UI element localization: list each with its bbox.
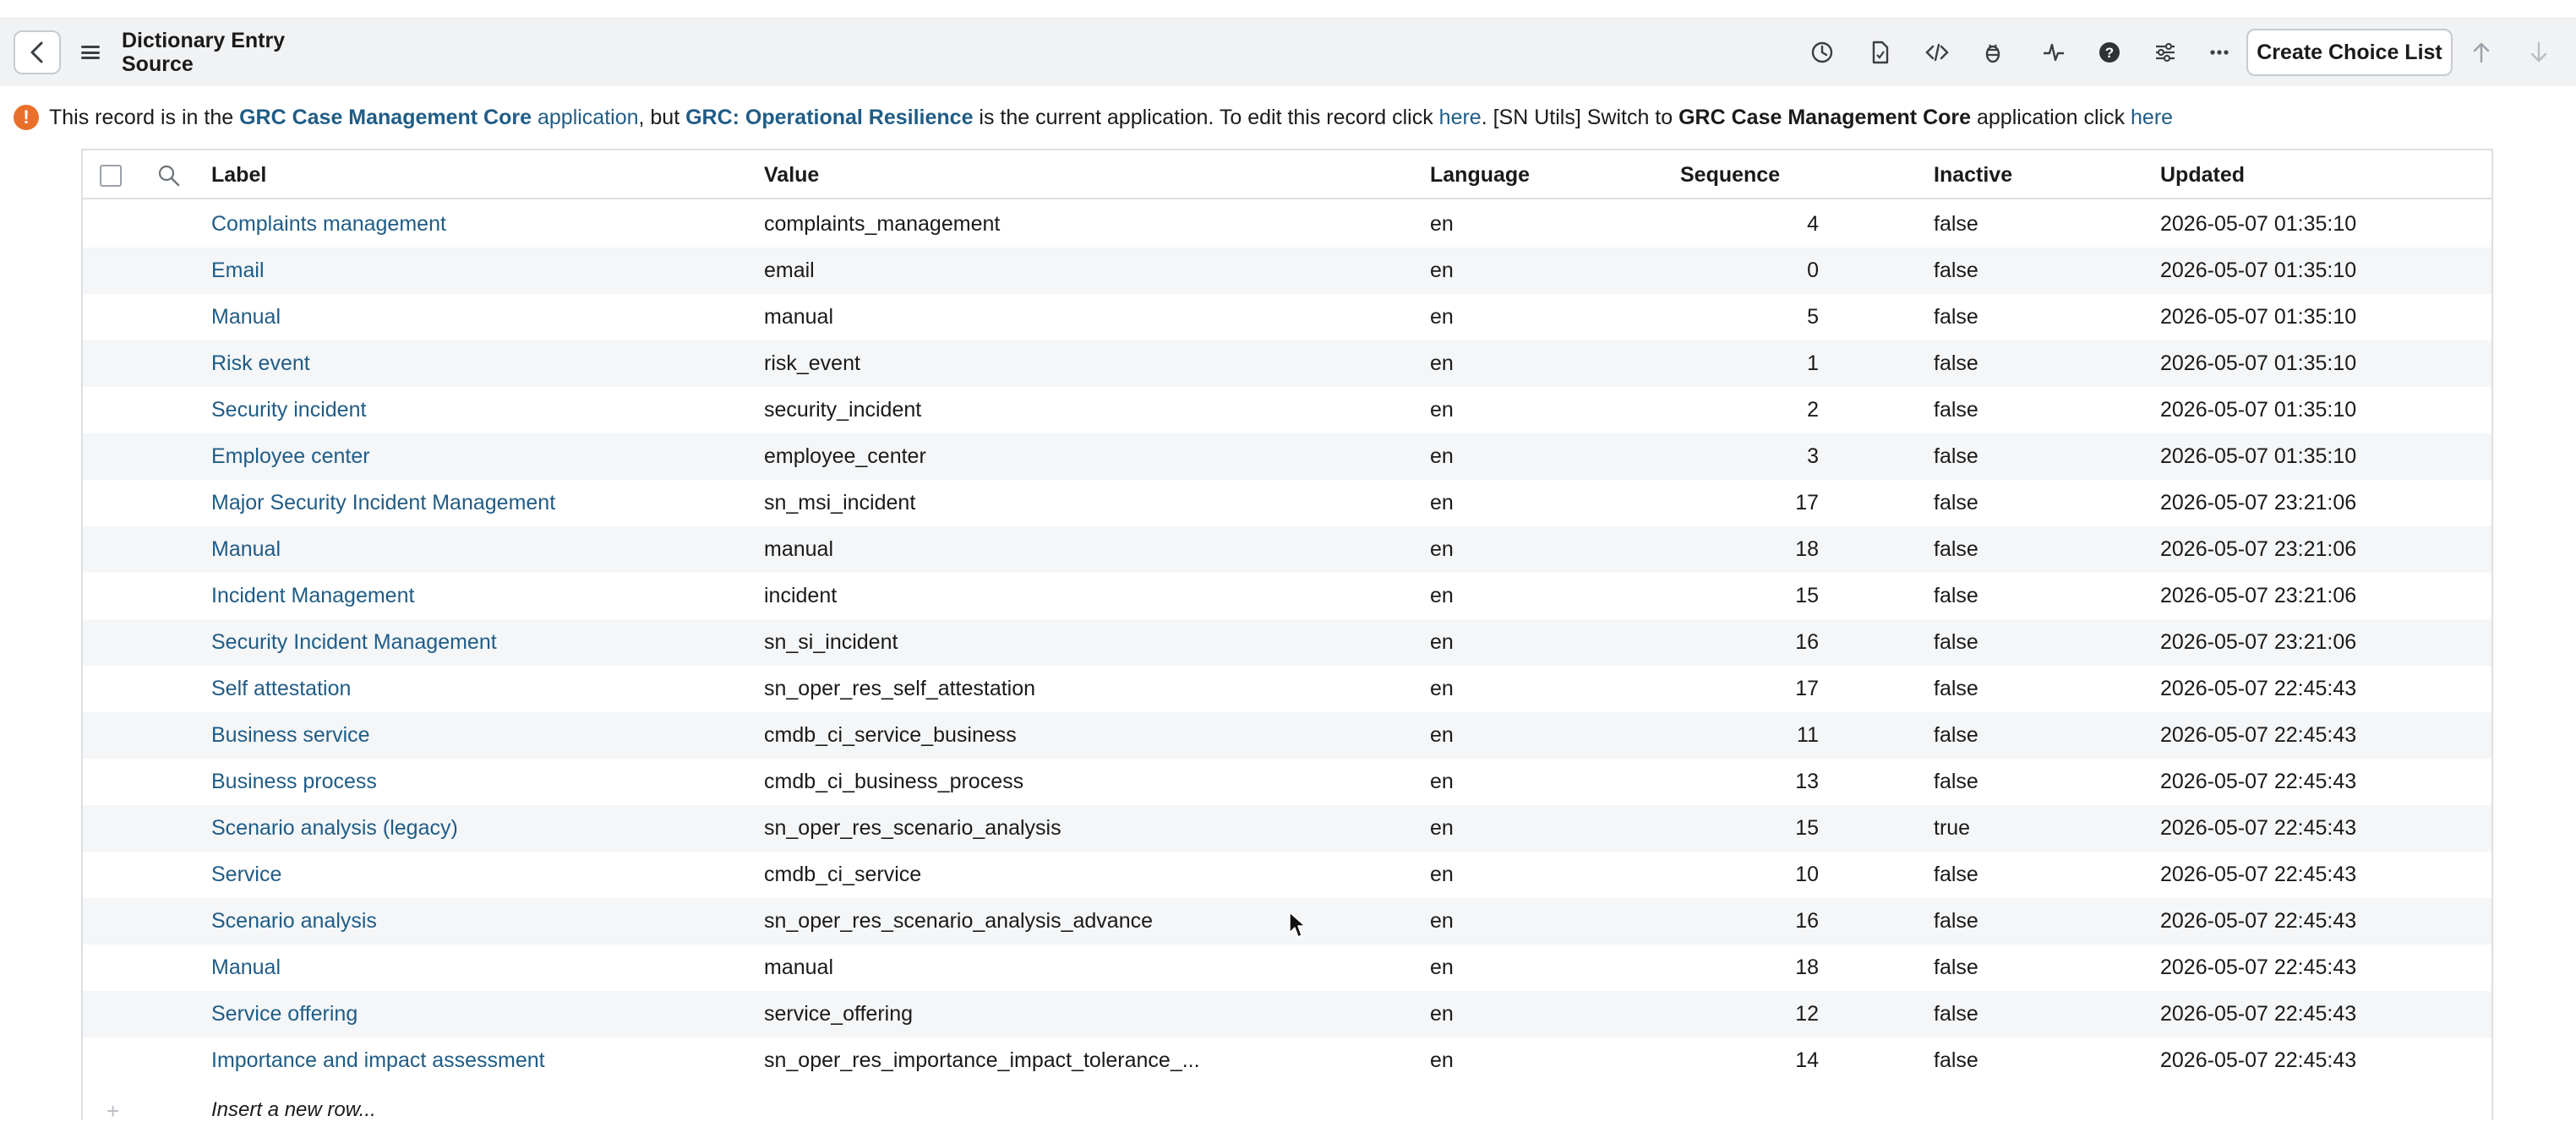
form-header xyxy=(0,19,2576,86)
cell-inactive: false xyxy=(1934,1002,1978,1026)
create-choice-list-button[interactable]: Create Choice List xyxy=(2246,29,2453,76)
notice-switch-app-name: GRC Case Management Core xyxy=(1678,106,1972,129)
cell-language: en xyxy=(1430,956,1454,979)
cell-sequence: 10 xyxy=(1795,863,1819,886)
cell-sequence: 12 xyxy=(1795,1002,1819,1026)
cell-updated: 2026-05-07 23:21:06 xyxy=(2160,491,2357,514)
notice-text: . [SN Utils] Switch to xyxy=(1481,106,1679,129)
insert-new-row-text[interactable]: Insert a new row... xyxy=(211,1098,376,1121)
cell-inactive: false xyxy=(1934,956,1978,979)
cell-label[interactable]: Manual xyxy=(211,956,281,979)
notice-edit-here-link[interactable]: here xyxy=(1438,106,1482,129)
table-row[interactable] xyxy=(83,712,2491,759)
table-row[interactable] xyxy=(83,387,2491,433)
table-row[interactable] xyxy=(83,573,2491,619)
page-title-line1: Dictionary Entry xyxy=(122,29,286,52)
cell-updated: 2026-05-07 22:45:43 xyxy=(2160,677,2357,700)
cell-updated: 2026-05-07 22:45:43 xyxy=(2160,770,2357,793)
cell-updated: 2026-05-07 22:45:43 xyxy=(2160,863,2357,886)
cell-sequence: 14 xyxy=(1795,1048,1819,1072)
table-row[interactable] xyxy=(83,945,2491,991)
cell-label[interactable]: Business process xyxy=(211,770,377,793)
cell-sequence: 0 xyxy=(1807,259,1819,282)
column-header-label[interactable]: Label xyxy=(211,163,267,187)
script-debug-icon[interactable] xyxy=(1978,37,2008,68)
cell-inactive: false xyxy=(1934,491,1978,514)
cell-label[interactable]: Service xyxy=(211,863,282,886)
cell-inactive: false xyxy=(1934,259,1978,282)
cell-sequence: 16 xyxy=(1795,909,1819,933)
page-title-line2: Source xyxy=(122,52,194,76)
column-header-updated[interactable]: Updated xyxy=(2160,163,2245,187)
cell-sequence: 15 xyxy=(1795,584,1819,607)
cell-language: en xyxy=(1430,259,1454,282)
cell-language: en xyxy=(1430,398,1454,422)
cell-label[interactable]: Risk event xyxy=(211,351,310,375)
cell-value: risk_event xyxy=(764,351,860,375)
back-button[interactable] xyxy=(14,30,61,74)
table-row[interactable] xyxy=(83,805,2491,852)
cell-value: sn_oper_res_scenario_analysis xyxy=(764,816,1062,840)
notice-text: is the current application. To edit this record click xyxy=(973,106,1439,129)
cell-value: service_offering xyxy=(764,1002,914,1026)
cell-language: en xyxy=(1430,770,1454,793)
application-scope-notice xyxy=(0,100,2576,135)
cell-language: en xyxy=(1430,909,1454,933)
select-all-checkbox[interactable] xyxy=(100,165,122,187)
cell-label[interactable]: Importance and impact assessment xyxy=(211,1048,545,1072)
table-header xyxy=(83,150,2491,199)
notice-text: , but xyxy=(638,106,686,129)
cell-sequence: 17 xyxy=(1795,677,1819,700)
cell-updated: 2026-05-07 01:35:10 xyxy=(2160,351,2357,375)
cell-language: en xyxy=(1430,584,1454,607)
cell-updated: 2026-05-07 01:35:10 xyxy=(2160,444,2357,468)
cell-inactive: false xyxy=(1934,770,1978,793)
notice-current-app-link[interactable]: GRC: Operational Resilience xyxy=(685,106,974,129)
cell-sequence: 18 xyxy=(1795,537,1819,561)
cell-value: complaints_management xyxy=(764,212,1001,236)
cell-inactive: false xyxy=(1934,351,1978,375)
table-row[interactable] xyxy=(83,201,2491,248)
plus-icon: + xyxy=(106,1098,120,1124)
cell-inactive: false xyxy=(1934,630,1978,654)
cell-language: en xyxy=(1430,1048,1454,1072)
column-header-value[interactable]: Value xyxy=(764,163,820,187)
cell-value: cmdb_ci_service xyxy=(764,863,922,886)
table-row[interactable] xyxy=(83,340,2491,387)
code-icon[interactable] xyxy=(1922,37,1952,68)
cell-updated: 2026-05-07 22:45:43 xyxy=(2160,1048,2357,1072)
cell-value: security_incident xyxy=(764,398,922,422)
cell-sequence: 15 xyxy=(1795,816,1819,840)
cell-value: cmdb_ci_service_business xyxy=(764,723,1017,747)
cell-label[interactable]: Service offering xyxy=(211,1002,358,1026)
column-header-sequence[interactable]: Sequence xyxy=(1680,163,1781,187)
cell-updated: 2026-05-07 22:45:43 xyxy=(2160,956,2357,979)
table-row[interactable] xyxy=(83,619,2491,666)
mouse-cursor-icon xyxy=(1288,911,1307,939)
cell-language: en xyxy=(1430,305,1454,329)
table-row[interactable] xyxy=(83,248,2491,294)
cell-updated: 2026-05-07 22:45:43 xyxy=(2160,723,2357,747)
cell-label[interactable]: Manual xyxy=(211,305,281,329)
notice-app-link-suffix[interactable]: application xyxy=(532,106,639,129)
table-row[interactable] xyxy=(83,666,2491,712)
cell-sequence: 17 xyxy=(1795,491,1819,514)
cell-inactive: false xyxy=(1934,909,1978,933)
table-row[interactable] xyxy=(83,991,2491,1037)
table-row[interactable] xyxy=(83,433,2491,480)
browser-top-strip xyxy=(0,0,2576,19)
cell-language: en xyxy=(1430,677,1454,700)
cell-label[interactable]: Major Security Incident Management xyxy=(211,491,556,514)
more-options-icon[interactable] xyxy=(2204,37,2235,68)
cell-language: en xyxy=(1430,444,1454,468)
table-row[interactable] xyxy=(83,526,2491,573)
cell-label[interactable]: Manual xyxy=(211,537,281,561)
cell-inactive: false xyxy=(1934,584,1978,607)
page-title xyxy=(122,29,285,76)
table-row[interactable] xyxy=(83,294,2491,340)
cell-value: incident xyxy=(764,584,838,607)
cell-sequence: 11 xyxy=(1797,723,1819,747)
cell-value: sn_oper_res_self_attestation xyxy=(764,677,1036,700)
cell-inactive: false xyxy=(1934,305,1978,329)
cell-value: email xyxy=(764,259,815,282)
column-header-inactive[interactable]: Inactive xyxy=(1934,163,2013,187)
table-row[interactable] xyxy=(83,480,2491,526)
attachment-icon[interactable] xyxy=(1864,37,1895,68)
history-icon[interactable] xyxy=(1807,37,1837,68)
activity-icon[interactable] xyxy=(2038,37,2069,68)
cell-sequence: 16 xyxy=(1795,630,1819,654)
search-icon[interactable] xyxy=(157,164,181,188)
cell-updated: 2026-05-07 01:35:10 xyxy=(2160,212,2357,236)
choice-list-table xyxy=(81,149,2493,1124)
cell-sequence: 2 xyxy=(1807,398,1819,422)
cell-label[interactable]: Complaints management xyxy=(211,212,446,236)
help-icon[interactable] xyxy=(2094,37,2125,68)
cell-language: en xyxy=(1430,537,1454,561)
cell-value: manual xyxy=(764,537,833,561)
cell-language: en xyxy=(1430,723,1454,747)
cell-value: manual xyxy=(764,305,833,329)
warning-icon: ! xyxy=(14,105,39,130)
cell-inactive: false xyxy=(1934,723,1978,747)
cell-sequence: 5 xyxy=(1807,305,1819,329)
cell-value: sn_si_incident xyxy=(764,630,898,654)
table-row[interactable] xyxy=(83,1037,2491,1084)
cell-value: sn_oper_res_scenario_analysis_advance xyxy=(764,909,1154,933)
cell-language: en xyxy=(1430,863,1454,886)
cell-language: en xyxy=(1430,491,1454,514)
cell-inactive: false xyxy=(1934,212,1978,236)
cell-updated: 2026-05-07 23:21:06 xyxy=(2160,630,2357,654)
cell-value: sn_oper_res_importance_impact_tolerance_... xyxy=(764,1048,1200,1072)
notice-text: This record is in the xyxy=(49,106,240,129)
notice-switch-here-link[interactable]: here xyxy=(2131,106,2174,129)
cell-inactive: false xyxy=(1934,1048,1978,1072)
cell-updated: 2026-05-07 01:35:10 xyxy=(2160,305,2357,329)
cell-language: en xyxy=(1430,212,1454,236)
cell-language: en xyxy=(1430,1002,1454,1026)
cell-sequence: 1 xyxy=(1807,351,1819,375)
table-row[interactable] xyxy=(83,759,2491,805)
cell-sequence: 3 xyxy=(1807,444,1819,468)
table-row[interactable] xyxy=(83,852,2491,898)
up-arrow-icon[interactable] xyxy=(2466,37,2497,68)
notice-text: application click xyxy=(1971,106,2131,129)
column-header-language[interactable]: Language xyxy=(1430,163,1531,187)
cell-language: en xyxy=(1430,630,1454,654)
cell-label[interactable]: Business service xyxy=(211,723,370,747)
cell-updated: 2026-05-07 22:45:43 xyxy=(2160,816,2357,840)
notice-app-link[interactable]: GRC Case Management Core xyxy=(239,106,532,129)
cell-updated: 2026-05-07 01:35:10 xyxy=(2160,398,2357,422)
cell-language: en xyxy=(1430,351,1454,375)
chevron-left-icon xyxy=(28,41,46,64)
cell-label[interactable]: Security incident xyxy=(211,398,367,422)
cell-label[interactable]: Employee center xyxy=(211,444,370,468)
cell-inactive: false xyxy=(1934,444,1978,468)
cell-inactive: false xyxy=(1934,863,1978,886)
cell-updated: 2026-05-07 01:35:10 xyxy=(2160,259,2357,282)
cell-sequence: 4 xyxy=(1807,212,1819,236)
cell-language: en xyxy=(1430,816,1454,840)
cell-inactive: false xyxy=(1934,398,1978,422)
cell-sequence: 13 xyxy=(1795,770,1819,793)
cell-label[interactable]: Incident Management xyxy=(211,584,415,607)
settings-sliders-icon[interactable] xyxy=(2150,37,2180,68)
cell-value: manual xyxy=(764,956,833,979)
cell-label[interactable]: Scenario analysis xyxy=(211,909,377,933)
notice-message xyxy=(49,100,2173,135)
context-menu-icon[interactable] xyxy=(81,42,101,63)
table-row[interactable] xyxy=(83,898,2491,945)
cell-label[interactable]: Security Incident Management xyxy=(211,630,497,654)
cell-inactive: true xyxy=(1934,816,1971,840)
cell-label[interactable]: Email xyxy=(211,259,265,282)
cell-inactive: false xyxy=(1934,677,1978,700)
cell-inactive: false xyxy=(1934,537,1978,561)
cell-value: employee_center xyxy=(764,444,926,468)
cell-value: cmdb_ci_business_process xyxy=(764,770,1024,793)
insert-new-row[interactable] xyxy=(83,1093,2491,1127)
svg-text:?: ? xyxy=(2104,45,2115,61)
cell-sequence: 18 xyxy=(1795,956,1819,979)
cell-updated: 2026-05-07 22:45:43 xyxy=(2160,1002,2357,1026)
down-arrow-icon[interactable] xyxy=(2524,37,2554,68)
cell-value: sn_msi_incident xyxy=(764,491,916,514)
cell-updated: 2026-05-07 22:45:43 xyxy=(2160,909,2357,933)
cell-label[interactable]: Self attestation xyxy=(211,677,352,700)
cell-label[interactable]: Scenario analysis (legacy) xyxy=(211,816,458,840)
cell-updated: 2026-05-07 23:21:06 xyxy=(2160,584,2357,607)
cell-updated: 2026-05-07 23:21:06 xyxy=(2160,537,2357,561)
